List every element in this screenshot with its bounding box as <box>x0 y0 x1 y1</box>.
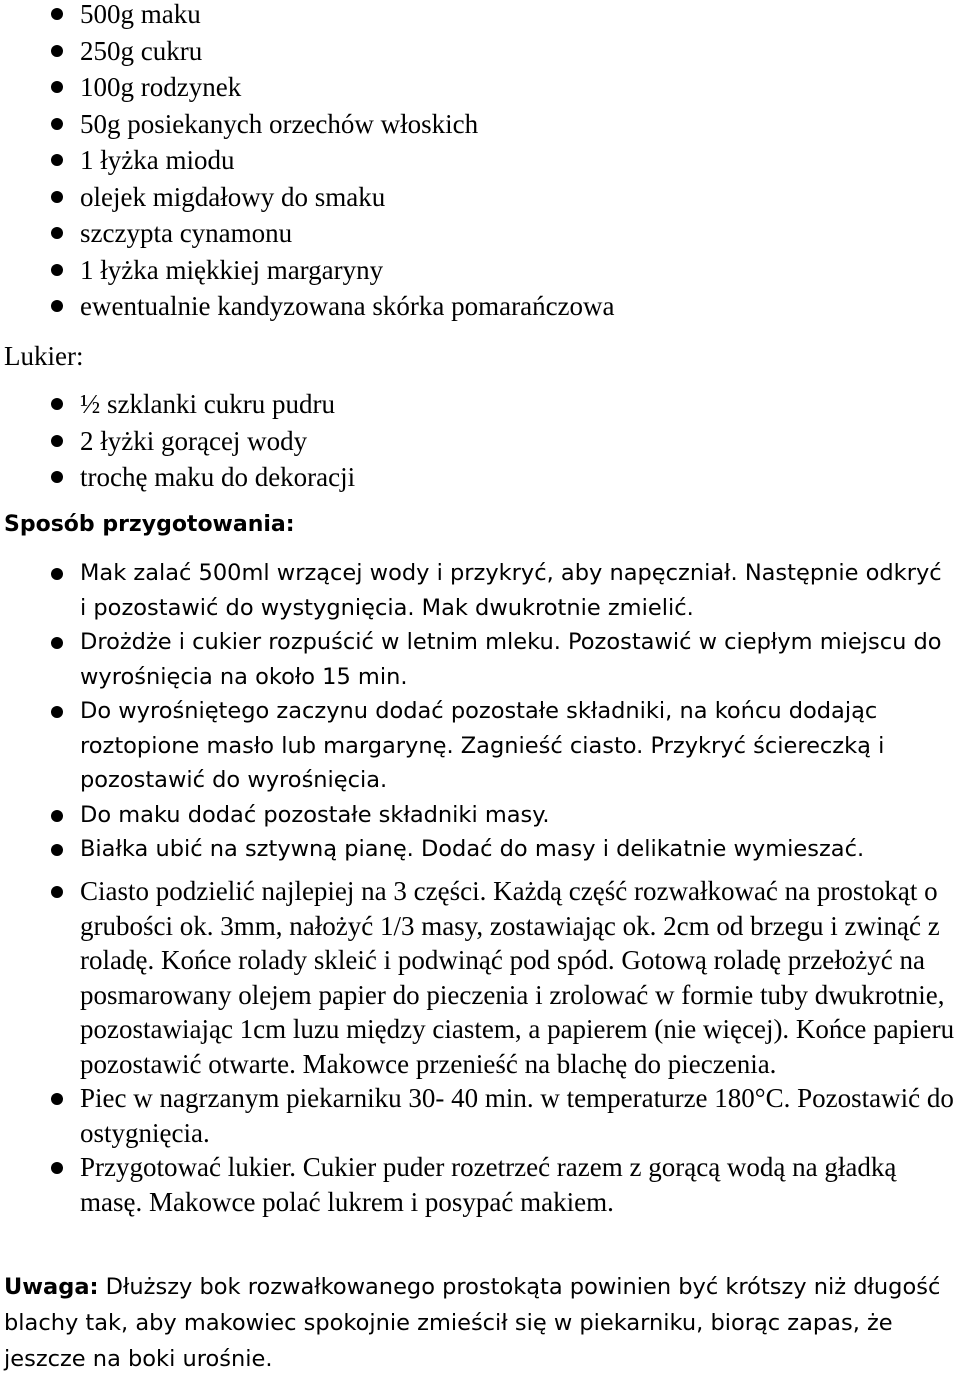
list-item: Mak zalać 500ml wrzącej wody i przykryć, aby napęczniał. Następnie odkryć i pozostawić do wystygnięcia. Mak dwukrotnie zmielić. <box>0 556 950 625</box>
ingredient-list <box>0 0 940 325</box>
list-item: trochę maku do dekoracji <box>0 459 940 496</box>
method-steps-list <box>0 556 950 867</box>
list-item: olejek migdałowy do smaku <box>0 179 940 216</box>
list-item: ewentualnie kandyzowana skórka pomarańczowa <box>0 288 940 325</box>
note-text: Dłuższy bok rozwałkowanego prostokąta powinien być krótszy niż długość blachy tak, aby makowiec spokojnie zmieścił się w piekarniku, biorąc zapas, że jeszcze na boki urośnie. <box>4 1274 941 1372</box>
list-item: szczypta cynamonu <box>0 215 940 252</box>
list-item: 250g cukru <box>0 33 940 70</box>
list-item: Piec w nagrzanym piekarniku 30- 40 min. w temperaturze 180°C. Pozostawić do ostygnięcia. <box>0 1081 958 1150</box>
list-item: ½ szklanki cukru pudru <box>0 386 940 423</box>
list-item: 50g posiekanych orzechów włoskich <box>0 106 940 143</box>
list-item: 100g rodzynek <box>0 69 940 106</box>
list-item: Białka ubić na sztywną pianę. Dodać do masy i delikatnie wymieszać. <box>0 832 950 867</box>
list-item: Do wyrośniętego zaczynu dodać pozostałe składniki, na końcu dodając roztopione masło lub margarynę. Zagnieść ciasto. Przykryć ściereczką i pozostawić do wyrośnięcia. <box>0 694 950 798</box>
method-heading: Sposób przygotowania: <box>4 512 295 537</box>
note-paragraph <box>0 1269 955 1377</box>
list-item: Do maku dodać pozostałe składniki masy. <box>0 798 950 833</box>
list-item: Drożdże i cukier rozpuścić w letnim mleku. Pozostawić w ciepłym miejscu do wyrośnięcia na około 15 min. <box>0 625 950 694</box>
lukier-list <box>0 386 940 496</box>
list-item: Przygotować lukier. Cukier puder rozetrzeć razem z gorącą wodą na gładką masę. Makowce polać lukrem i posypać makiem. <box>0 1150 958 1219</box>
list-item: 500g maku <box>0 0 940 33</box>
list-item: 2 łyżki gorącej wody <box>0 423 940 460</box>
note-label: Uwaga: <box>4 1274 99 1300</box>
list-item: 1 łyżka miękkiej margaryny <box>0 252 940 289</box>
list-item: 1 łyżka miodu <box>0 142 940 179</box>
lukier-heading: Lukier: <box>4 341 84 371</box>
list-item: Ciasto podzielić najlepiej na 3 części. Każdą część rozwałkować na prostokąt o grubości ok. 3mm, nałożyć 1/3 masy, zostawiając ok. 2cm od brzegu i zwinąć z roladę. Końce rolady skleić i podwinąć pod spód. Gotową roladę przełożyć na posmarowany olejem papier do pieczenia i zrolować w formie tuby dwukrotnie, pozostawiając 1cm luzu między ciastem, a papierem (nie więcej). Końce papieru pozostawić otwarte. Makowce przenieść na blachę do pieczenia. <box>0 874 958 1081</box>
method-steps-list-continued <box>0 874 958 1219</box>
